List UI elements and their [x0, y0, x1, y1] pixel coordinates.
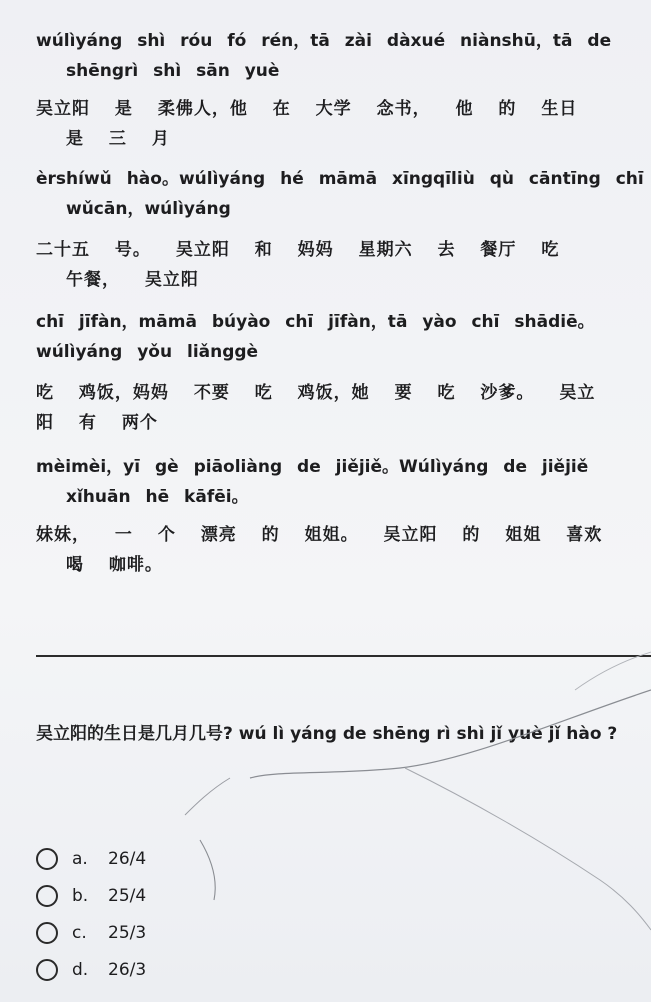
passage-line: chī jīfàn，māmā búyào chī jīfàn，tā yào chī shādiē。 — [36, 312, 595, 332]
passage-line: wúlìyáng yǒu liǎnggè — [36, 342, 259, 362]
pinyin-paragraph-4 — [36, 452, 621, 512]
hanzi-paragraph-4 — [36, 520, 621, 580]
option-c[interactable] — [36, 914, 146, 951]
passage-line: 喝 咖啡。 — [66, 555, 163, 575]
hanzi-paragraph-2 — [36, 235, 621, 295]
passage-line: wúlìyáng shì róu fó rén，tā zài dàxué niànshū，tā de — [36, 31, 612, 51]
passage-line: wǔcān，wúlìyáng — [66, 199, 231, 219]
question-text: 吴立阳的生日是几月几号? wú lì yáng de shēng rì shì jǐ yuè jǐ hào ? — [36, 724, 618, 744]
passage-line: 妹妹， 一 个 漂亮 的 姐姐。 吴立阳 的 姐姐 喜欢 — [36, 525, 603, 545]
option-b[interactable] — [36, 877, 146, 914]
passage-line: èrshíwǔ hào。wúlìyáng hé māmā xīngqīliù qù cāntīng chī — [36, 169, 644, 189]
passage-line: 阳 有 两个 — [36, 413, 158, 433]
passage-line: xǐhuān hē kāfēi。 — [66, 487, 249, 507]
option-letter: c. — [72, 922, 87, 943]
passage-line: 二十五 号。 吴立阳 和 妈妈 星期六 去 餐厅 吃 — [36, 240, 560, 260]
radio-button[interactable] — [36, 959, 58, 981]
pinyin-paragraph-1 — [36, 26, 621, 86]
passage-line: 吃 鸡饭，妈妈 不要 吃 鸡饭，她 要 吃 沙爹。 吴立 — [36, 383, 596, 403]
pinyin-paragraph-2 — [36, 164, 644, 224]
option-letter: a. — [72, 848, 88, 869]
pinyin-paragraph-3 — [36, 307, 621, 367]
radio-button[interactable] — [36, 885, 58, 907]
section-divider — [36, 655, 651, 657]
passage-line: mèimèi，yī gè piāoliàng de jiějiě。Wúlìyáng de jiějiě — [36, 457, 589, 477]
answer-options — [36, 840, 146, 988]
option-letter: b. — [72, 885, 89, 906]
option-a[interactable] — [36, 840, 146, 877]
radio-button[interactable] — [36, 848, 58, 870]
passage-line: 是 三 月 — [66, 129, 170, 149]
hanzi-paragraph-1 — [36, 94, 621, 154]
passage-line: shēngrì shì sān yuè — [66, 61, 280, 81]
option-label: 25/4 — [108, 885, 147, 906]
option-letter: d. — [72, 959, 89, 980]
radio-button[interactable] — [36, 922, 58, 944]
hanzi-paragraph-3 — [36, 378, 621, 438]
option-label: 25/3 — [108, 922, 147, 943]
passage-line: 午餐， 吴立阳 — [66, 270, 199, 290]
passage-line: 吴立阳 是 柔佛人，他 在 大学 念书， 他 的 生日 — [36, 99, 578, 119]
option-label: 26/3 — [108, 959, 147, 980]
option-label: 26/4 — [108, 848, 147, 869]
option-d[interactable] — [36, 951, 146, 988]
